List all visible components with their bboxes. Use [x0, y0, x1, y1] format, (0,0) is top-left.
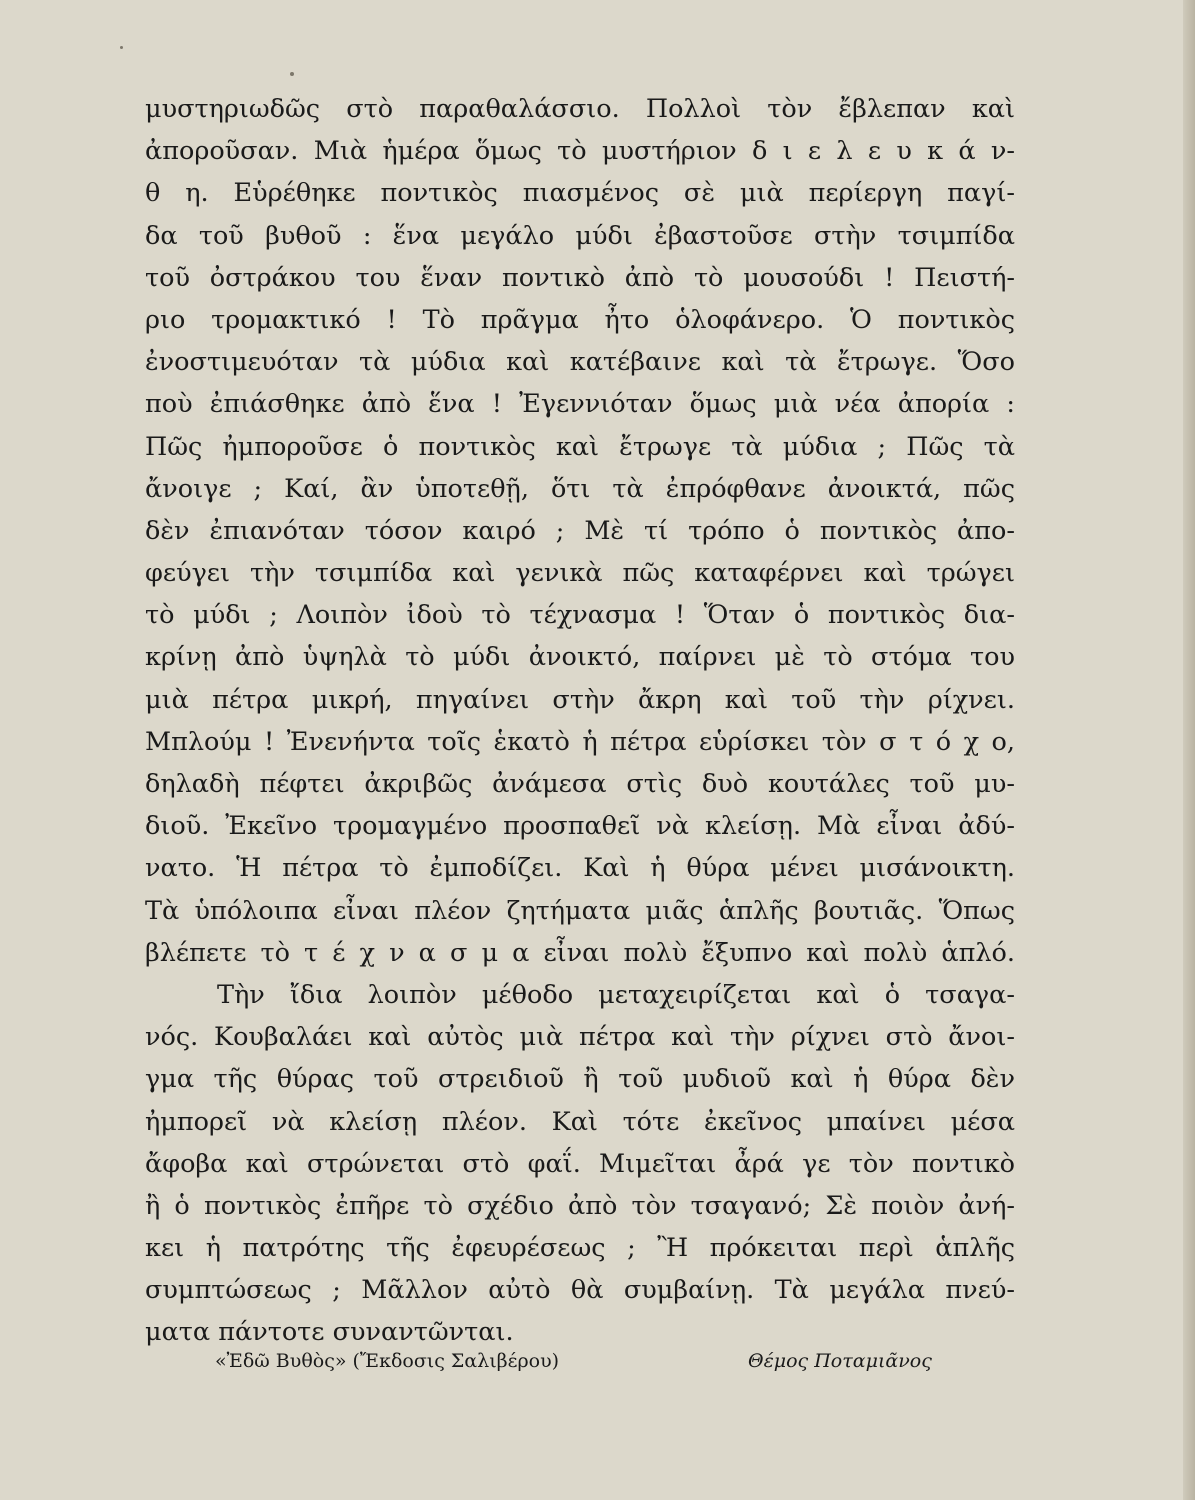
footer: [215, 1350, 975, 1380]
text-line: μυστηριωδῶς στὸ παραθαλάσσιο. Πολλοὶ τὸν ἔβλεπαν καὶ: [145, 94, 1015, 124]
text-line: ἢ ὁ ποντικὸς ἐπῆρε τὸ σχέδιο ἀπὸ τὸν τσαγανό; Σὲ ποιὸν ἀνή-: [145, 1190, 1015, 1221]
text-line: κρίνῃ ἀπὸ ὑψηλὰ τὸ μύδι ἀνοικτό, παίρνει μὲ τὸ στόμα του: [145, 642, 1015, 673]
paragraph-2: [145, 974, 1015, 1354]
ink-speck: [120, 46, 123, 49]
page-edge: [1183, 0, 1195, 1500]
text-line: φεύγει τὴν τσιμπίδα καὶ γενικὰ πῶς καταφέρνει καὶ τρώγει: [145, 558, 1015, 589]
text-line: ἄνοιγε ; Καί, ἂν ὑποτεθῇ, ὅτι τὰ ἐπρόφθανε ἀνοικτά, πῶς: [145, 473, 1015, 504]
author-name: Θέμος Ποταμιᾶνος: [748, 1350, 932, 1372]
body-text: [145, 88, 1015, 1354]
text-line: μιὰ πέτρα μικρή, πηγαίνει στὴν ἄκρη καὶ τοῦ τὴν ρίχνει.: [145, 684, 1015, 715]
text-line: Πῶς ἠμποροῦσε ὁ ποντικὸς καὶ ἔτρωγε τὰ μύδια ; Πῶς τὰ: [145, 431, 1015, 462]
text-line: ἐνοστιμευόταν τὰ μύδια καὶ κατέβαινε καὶ τὰ ἔτρωγε. Ὅσο: [145, 347, 1015, 378]
text-line: ἀποροῦσαν. Μιὰ ἡμέρα ὅμως τὸ μυστήριον δ ι ε λ ε υ κ ά ν-: [145, 136, 1015, 167]
text-line: διοῦ. Ἐκεῖνο τρομαγμένο προσπαθεῖ νὰ κλείσῃ. Μὰ εἶναι ἀδύ-: [145, 811, 1015, 842]
text-line: νατο. Ἡ πέτρα τὸ ἐμποδίζει. Καὶ ἡ θύρα μένει μισάνοικτη.: [145, 853, 1015, 884]
text-line: Τὴν ἴδια λοιπὸν μέθοδο μεταχειρίζεται καὶ ὁ τσαγα-: [217, 979, 1015, 1010]
text-line: ριο τρομακτικό ! Τὸ πρᾶγμα ἦτο ὁλοφάνερο. Ὁ ποντικὸς: [145, 304, 1015, 335]
text-line: δα τοῦ βυθοῦ : ἕνα μεγάλο μύδι ἐβαστοῦσε στὴν τσιμπίδα: [145, 220, 1015, 251]
text-line: θ η. Εὑρέθηκε ποντικὸς πιασμένος σὲ μιὰ περίεργη παγί-: [145, 178, 1015, 209]
text-line: Μπλούμ ! Ἐνενήντα τοῖς ἑκατὸ ἡ πέτρα εὑρίσκει τὸν σ τ ό χ ο,: [145, 726, 1015, 757]
text-line: τὸ μύδι ; Λοιπὸν ἰδοὺ τὸ τέχνασμα ! Ὅταν ὁ ποντικὸς δια-: [145, 600, 1015, 631]
text-line: ποὺ ἐπιάσθηκε ἀπὸ ἕνα ! Ἐγεννιόταν ὅμως μιὰ νέα ἀπορία :: [145, 389, 1015, 420]
text-line: βλέπετε τὸ τ έ χ ν α σ μ α εἶναι πολὺ ἔξυπνο καὶ πολὺ ἁπλό.: [145, 937, 1015, 968]
text-line: κει ἡ πατρότης τῆς ἐφευρέσεως ; Ἢ πρόκειται περὶ ἁπλῆς: [145, 1233, 1015, 1264]
text-line: δὲν ἐπιανόταν τόσον καιρό ; Μὲ τί τρόπο ὁ ποντικὸς ἀπο-: [145, 515, 1015, 546]
text-line: γμα τῆς θύρας τοῦ στρειδιοῦ ἢ τοῦ μυδιοῦ καὶ ἡ θύρα δὲν: [145, 1064, 1015, 1095]
text-line: ἄφοβα καὶ στρώνεται στὸ φαΐ. Μιμεῖται ἆρά γε τὸν ποντικὸ: [145, 1148, 1015, 1179]
text-line: δηλαδὴ πέφτει ἀκριβῶς ἀνάμεσα στὶς δυὸ κουτάλες τοῦ μυ-: [145, 769, 1015, 799]
text-line: τοῦ ὀστράκου του ἕναν ποντικὸ ἀπὸ τὸ μουσούδι ! Πειστή-: [145, 262, 1015, 293]
text-line: νός. Κουβαλάει καὶ αὐτὸς μιὰ πέτρα καὶ τὴν ρίχνει στὸ ἄνοι-: [145, 1022, 1015, 1053]
text-line: συμπτώσεως ; Μᾶλλον αὐτὸ θὰ συμβαίνῃ. Τὰ μεγάλα πνεύ-: [145, 1275, 1015, 1306]
paragraph-1: [145, 88, 1015, 974]
text-line: ἠμπορεῖ νὰ κλείσῃ πλέον. Καὶ τότε ἐκεῖνος μπαίνει μέσα: [145, 1106, 1015, 1137]
ink-speck: [290, 72, 294, 76]
text-line: Τὰ ὑπόλοιπα εἶναι πλέον ζητήματα μιᾶς ἁπλῆς βουτιᾶς. Ὅπως: [145, 895, 1015, 926]
text-line: ματα πάντοτε συναντῶνται.: [145, 1317, 514, 1348]
source-citation: «Ἐδῶ Βυθὸς» (Ἔκδοσις Σαλιβέρου): [215, 1350, 560, 1372]
